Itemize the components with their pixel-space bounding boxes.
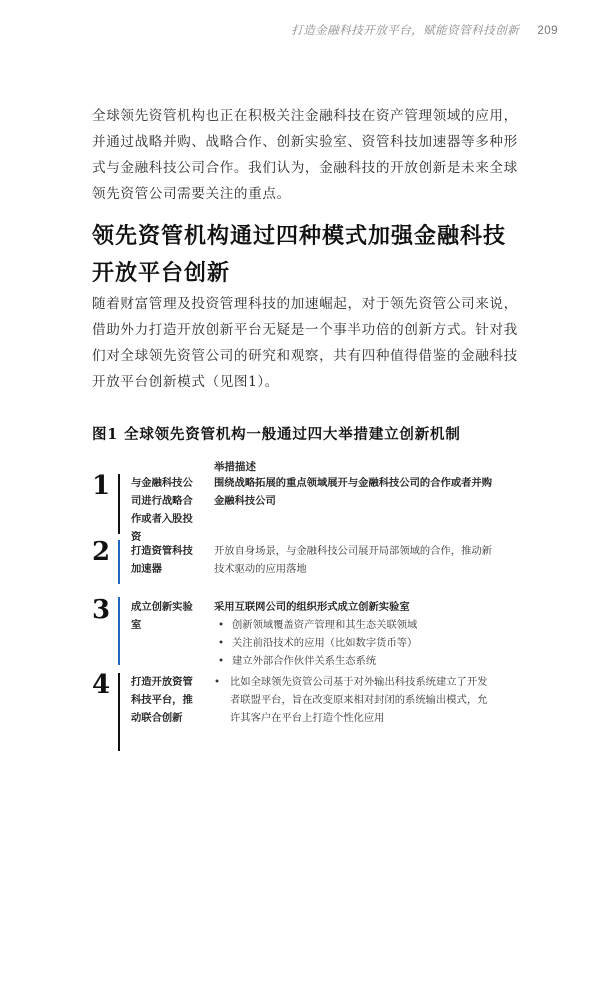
figure-title: 图1 全球领先资管机构一般通过四大举措建立创新机制	[92, 426, 461, 443]
row-desc-1: 围绕战略拓展的重点领域展开与金融科技公司的合作或者并购金融科技公司	[214, 477, 493, 507]
bullet-item: • 创新领域覆盖资产管理和其生态关联领域	[218, 619, 418, 631]
row-desc-2: 开放自身场景，与金融科技公司展开局部领域的合作，推动新技术驱动的应用落地	[214, 545, 493, 575]
body-paragraph: 随着财富管理及投资管理科技的加速崛起，对于领先资管公司来说，借助外力打造开放创新平台无疑是一个事半功倍的创新方式。针对我们对全球领先资管公司的研究和观察，共有四种值得借鉴的金融科技开放平台创新模式（见图1）。	[92, 296, 518, 390]
row-divider-4	[118, 673, 120, 751]
row-label-3: 成立创新实验室	[131, 601, 193, 631]
bullet-item: • 建立外部合作伙伴关系生态系统	[218, 655, 377, 667]
row-number-2: 2	[92, 537, 111, 567]
row-label-2: 打造资管科技加速器	[131, 545, 193, 575]
row-number-3: 3	[92, 595, 111, 625]
column-header: 举措描述	[214, 461, 256, 473]
row-divider-1	[118, 474, 120, 534]
row-label-4: 打造开放资管科技平台，推动联合创新	[131, 676, 193, 724]
bullet-item: • 比如全球领先资管公司基于对外输出科技系统建立了开发者联盟平台，旨在改变原来相对封闭的系统输出模式，允许其客户在平台上打造个性化应用	[214, 676, 488, 724]
row-number-1: 1	[92, 471, 111, 501]
bullet-item: • 关注前沿技术的应用（比如数字货币等）	[218, 637, 418, 649]
row-label-1: 与金融科技公司进行战略合作或者入股投资	[131, 477, 193, 543]
page-number: 209	[537, 25, 558, 37]
row-divider-2	[118, 540, 120, 584]
running-header	[291, 22, 558, 38]
row-number-4: 4	[92, 670, 111, 700]
section-heading: 领先资管机构通过四种模式加强金融科技开放平台创新	[92, 223, 507, 286]
intro-paragraph: 全球领先资管机构也正在积极关注金融科技在资产管理领域的应用，并通过战略并购、战略合作、创新实验室、资管科技加速器等多种形式与金融科技公司合作。我们认为，金融科技的开放创新是未来全球领先资管公司需要关注的重点。	[92, 108, 518, 202]
row-divider-3	[118, 597, 120, 665]
row-desc-3: 采用互联网公司的组织形式成立创新实验室	[214, 601, 410, 613]
header-title: 打造金融科技开放平台，赋能资管科技创新	[291, 23, 520, 37]
